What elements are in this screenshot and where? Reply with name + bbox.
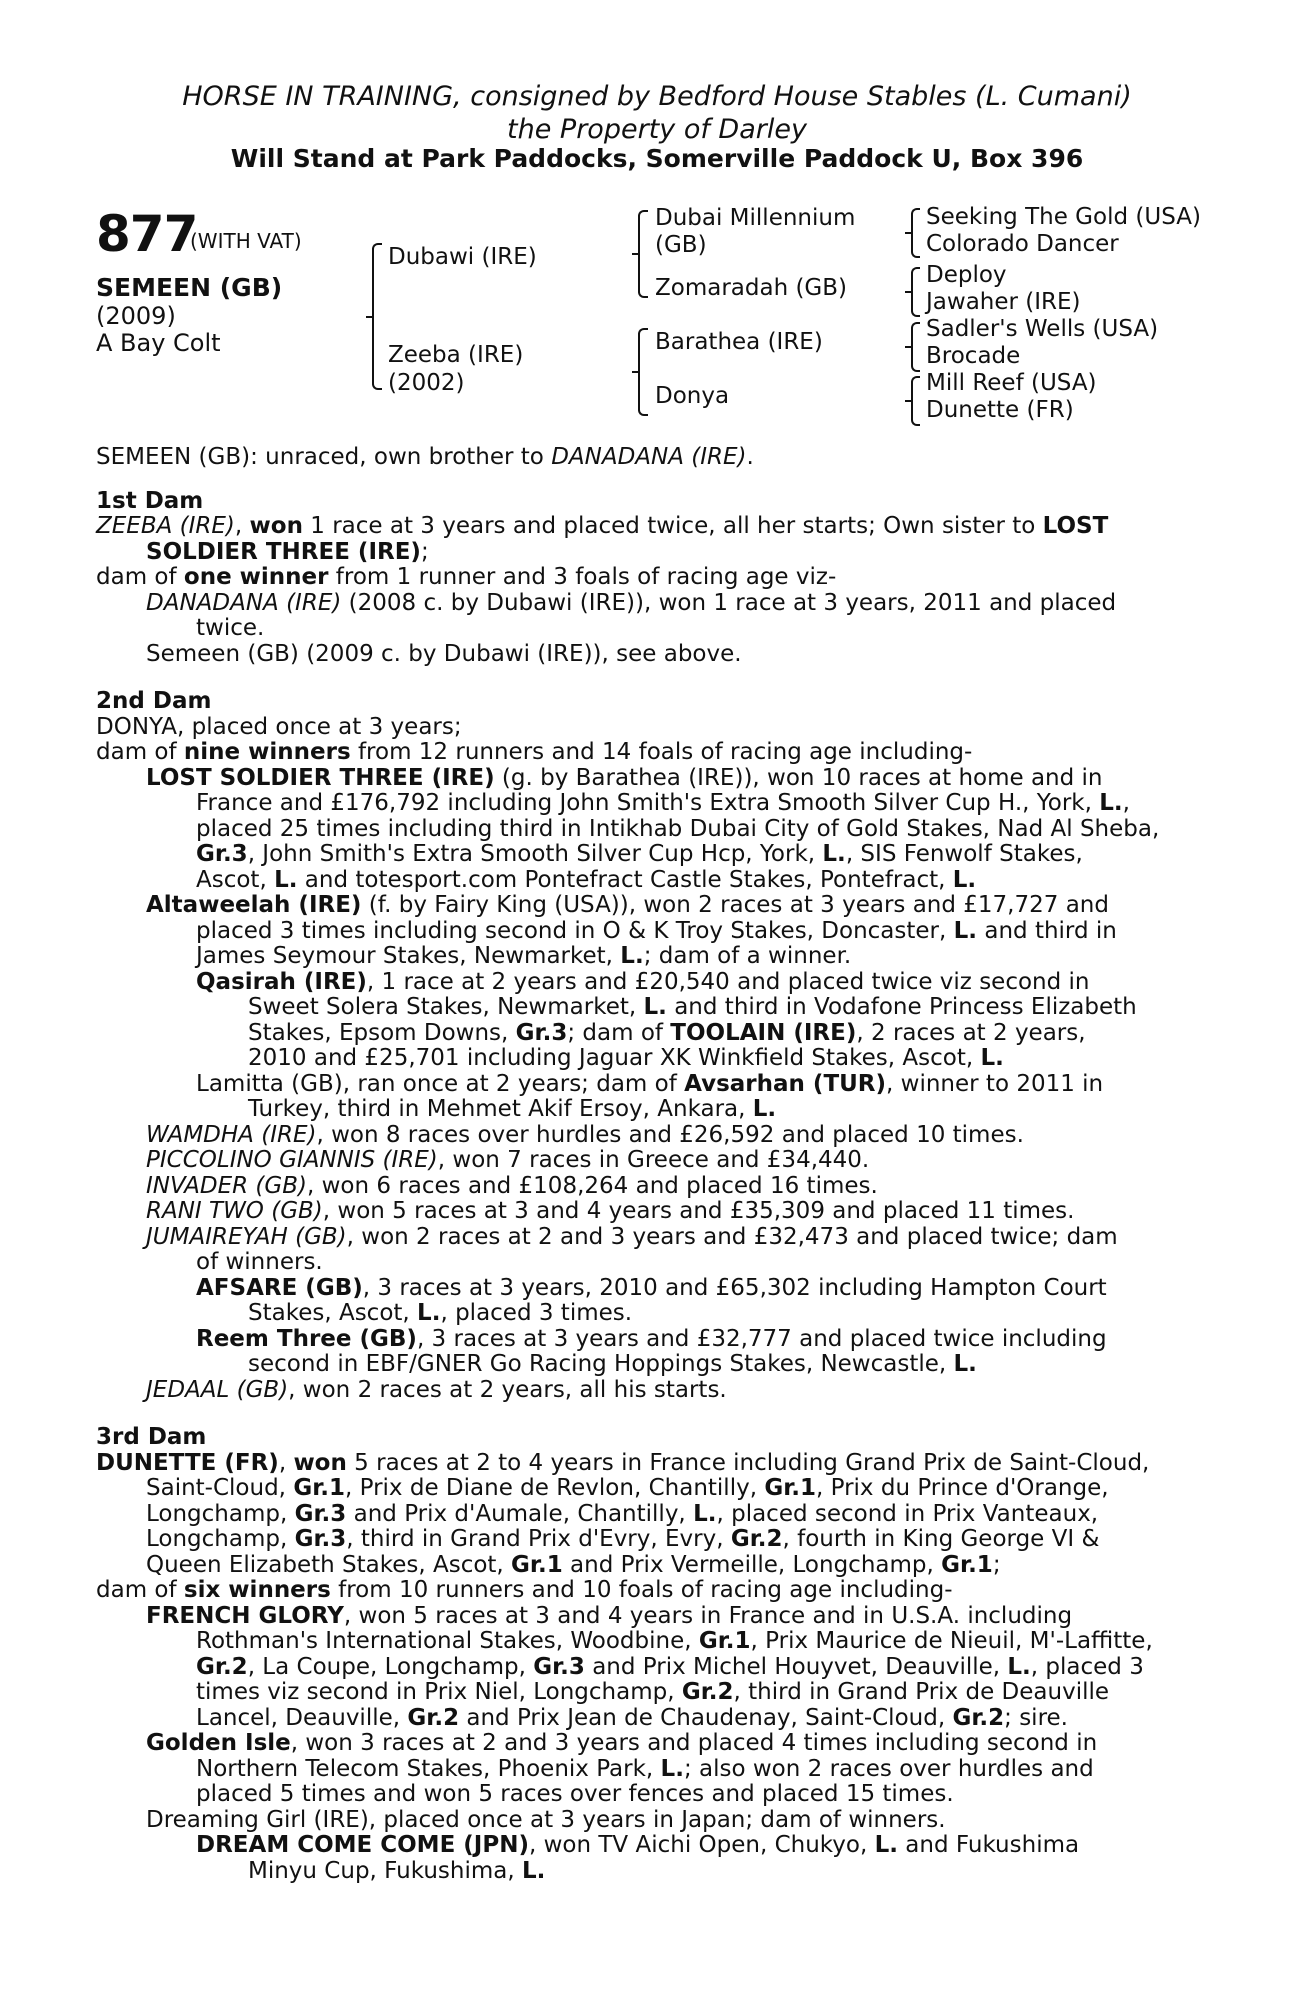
pedigree-sire-sire-country: (GB)	[655, 232, 707, 258]
produce-line: France and £176,792 including John Smith's Extra Smooth Silver Cup H., York, L.,	[196, 790, 1130, 816]
produce-line: Lancel, Deauville, Gr.2 and Prix Jean de Chaudenay, Saint-Cloud, Gr.2; sire.	[196, 1704, 1068, 1731]
pedigree-grandparent: Sadler's Wells (USA)	[926, 316, 1159, 342]
produce-line: placed 5 times and won 5 races over fences and placed 15 times.	[196, 1781, 954, 1807]
pedigree-dam-year: (2002)	[388, 370, 465, 396]
dam-line: Longchamp, Gr.3, third in Grand Prix d'Evry, Evry, Gr.2, fourth in King George VI &	[146, 1526, 1100, 1552]
produce-line: JUMAIREYAH (GB), won 2 races at 2 and 3 years and £32,473 and placed twice; dam	[146, 1223, 1118, 1250]
first-dam-heading: 1st Dam	[96, 487, 204, 514]
pedigree-brace	[911, 267, 920, 317]
produce-line: 2010 and £25,701 including Jaguar XK Winkfield Stakes, Ascot, L.	[248, 1045, 1004, 1071]
third-dam-heading: 3rd Dam	[96, 1424, 207, 1450]
produce-line: Qasirah (IRE), 1 race at 2 years and £20,540 and placed twice viz second in	[196, 968, 1090, 995]
dam-line: SOLDIER THREE (IRE);	[146, 538, 429, 565]
second-dam-heading: 2nd Dam	[96, 688, 212, 714]
pedigree-sire-sire: Dubai Millennium	[655, 205, 856, 231]
produce-line: AFSARE (GB), 3 races at 3 years, 2010 and £65,302 including Hampton Court	[196, 1274, 1107, 1301]
dam-line: Queen Elizabeth Stakes, Ascot, Gr.1 and Prix Vermeille, Longchamp, Gr.1;	[146, 1551, 1001, 1578]
pedigree-dam-dam: Donya	[655, 383, 730, 409]
produce-line: Golden Isle, won 3 races at 2 and 3 years and placed 4 times including second in	[146, 1730, 1098, 1756]
dam-line: dam of nine winners from 12 runners and 14 foals of racing age including-	[96, 739, 973, 765]
catalogue-text	[96, 445, 1206, 1884]
produce-line: DANADANA (IRE) (2008 c. by Dubawi (IRE)), won 1 race at 3 years, 2011 and placed	[146, 589, 1117, 616]
produce-line: Gr.2, La Coupe, Longchamp, Gr.3 and Prix Michel Houyvet, Deauville, L., placed 3	[196, 1653, 1144, 1680]
pedigree-brace	[911, 322, 920, 372]
produce-line: Stakes, Ascot, L., placed 3 times.	[248, 1300, 633, 1326]
pedigree-brace	[911, 208, 920, 258]
produce-line: Sweet Solera Stakes, Newmarket, L. and third in Vodafone Princess Elizabeth	[248, 994, 1137, 1020]
pedigree-dam: Zeeba (IRE)	[388, 342, 524, 368]
dam-line: dam of six winners from 10 runners and 10 foals of racing age including-	[96, 1577, 953, 1603]
produce-line: Turkey, third in Mehmet Akif Ersoy, Ankara, L.	[248, 1096, 777, 1122]
produce-line: LOST SOLDIER THREE (IRE) (g. by Barathea (IRE)), won 10 races at home and in	[146, 764, 1103, 791]
dam-line: DUNETTE (FR), won 5 races at 2 to 4 years in France including Grand Prix de Saint-Cloud,	[96, 1449, 1150, 1476]
vat-note: (WITH VAT)	[190, 229, 302, 253]
pedigree-grandparent: Seeking The Gold (USA)	[926, 204, 1201, 230]
produce-line: Rothman's International Stakes, Woodbine, Gr.1, Prix Maurice de Nieuil, M'-Laffitte,	[196, 1628, 1153, 1654]
produce-line: Semeen (GB) (2009 c. by Dubawi (IRE)), see above.	[146, 640, 742, 667]
pedigree-grandparent: Dunette (FR)	[926, 397, 1074, 423]
dam-line: DONYA, placed once at 3 years;	[96, 713, 462, 740]
pedigree-dam-sire: Barathea (IRE)	[655, 329, 823, 355]
produce-line: DREAM COME COME (JPN), won TV Aichi Open, Chukyo, L. and Fukushima	[196, 1832, 1080, 1858]
produce-line: placed 25 times including third in Intikhab Dubai City of Gold Stakes, Nad Al Sheba,	[196, 815, 1160, 842]
produce-line: FRENCH GLORY, won 5 races at 3 and 4 years in France and in U.S.A. including	[146, 1602, 1073, 1629]
pedigree-grandparent: Brocade	[926, 343, 1021, 369]
location-line: Will Stand at Park Paddocks, Somerville Paddock U, Box 396	[230, 144, 1084, 173]
pedigree-brace	[911, 376, 920, 426]
dam-line: Longchamp, Gr.3 and Prix d'Aumale, Chantilly, L., placed second in Prix Vanteaux,	[146, 1500, 1099, 1527]
produce-line: Lamitta (GB), ran once at 2 years; dam of Avsarhan (TUR), winner to 2011 in	[196, 1070, 1104, 1097]
produce-line: times viz second in Prix Niel, Longchamp, Gr.2, third in Grand Prix de Deauville	[196, 1679, 1110, 1705]
produce-line: Dreaming Girl (IRE), placed once at 3 years in Japan; dam of winners.	[146, 1806, 946, 1833]
consignor-line: HORSE IN TRAINING, consigned by Bedford House Stables (L. Cumani)	[182, 81, 1132, 112]
pedigree-brace	[638, 328, 648, 416]
produce-line: JEDAAL (GB), won 2 races at 2 years, all his starts.	[146, 1376, 727, 1403]
pedigree-brace	[372, 243, 382, 390]
produce-line: PICCOLINO GIANNIS (IRE), won 7 races in Greece and £34,440.	[146, 1147, 870, 1173]
produce-line: James Seymour Stakes, Newmarket, L.; dam of a winner.	[196, 943, 852, 969]
produce-line: twice.	[196, 615, 265, 641]
intro-line: SEMEEN (GB): unraced, own brother to DANADANA (IRE).	[96, 444, 754, 470]
produce-line: Minyu Cup, Fukushima, L.	[248, 1857, 546, 1884]
pedigree-grandparent: Jawaher (IRE)	[926, 289, 1081, 315]
dam-line: dam of one winner from 1 runner and 3 foals of racing age viz-	[96, 564, 837, 590]
pedigree-grandparent: Deploy	[926, 262, 1007, 288]
produce-line: of winners.	[196, 1249, 323, 1275]
produce-line: INVADER (GB), won 6 races and £108,264 and placed 16 times.	[146, 1172, 878, 1199]
lot-number: 877	[96, 205, 198, 263]
dam-line: Saint-Cloud, Gr.1, Prix de Diane de Revlon, Chantilly, Gr.1, Prix du Prince d'Orange,	[146, 1475, 1109, 1501]
produce-line: RANI TWO (GB), won 5 races at 3 and 4 years and £35,309 and placed 11 times.	[146, 1198, 1075, 1224]
produce-line: placed 3 times including second in O & K Troy Stakes, Doncaster, L. and third in	[196, 917, 1117, 944]
pedigree-sire: Dubawi (IRE)	[388, 244, 537, 270]
produce-line: Northern Telecom Stakes, Phoenix Park, L.; also won 2 races over hurdles and	[196, 1755, 1094, 1782]
horse-description: A Bay Colt	[96, 329, 221, 357]
produce-line: Gr.3, John Smith's Extra Smooth Silver Cup Hcp, York, L., SIS Fenwolf Stakes,	[196, 841, 1083, 867]
horse-name: SEMEEN (GB)	[96, 273, 283, 302]
produce-line: Stakes, Epsom Downs, Gr.3; dam of TOOLAIN (IRE), 2 races at 2 years,	[248, 1019, 1086, 1046]
produce-line: Ascot, L. and totesport.com Pontefract Castle Stakes, Pontefract, L.	[196, 866, 977, 893]
produce-line: WAMDHA (IRE), won 8 races over hurdles and £26,592 and placed 10 times.	[146, 1121, 1024, 1148]
pedigree-brace	[638, 210, 648, 298]
pedigree-sire-dam: Zomaradah (GB)	[655, 275, 848, 301]
horse-year: (2009)	[96, 302, 176, 330]
pedigree-grandparent: Mill Reef (USA)	[926, 370, 1097, 396]
produce-line: second in EBF/GNER Go Racing Hoppings Stakes, Newcastle, L.	[248, 1351, 977, 1377]
property-line: the Property of Darley	[507, 114, 807, 145]
pedigree-grandparent: Colorado Dancer	[926, 231, 1119, 257]
dam-line: ZEEBA (IRE), won 1 race at 3 years and placed twice, all her starts; Own sister to LOST	[96, 513, 1109, 539]
produce-line: Altaweelah (IRE) (f. by Fairy King (USA)), won 2 races at 3 years and £17,727 and	[146, 892, 1109, 918]
produce-line: Reem Three (GB), 3 races at 3 years and £32,777 and placed twice including	[196, 1325, 1107, 1352]
